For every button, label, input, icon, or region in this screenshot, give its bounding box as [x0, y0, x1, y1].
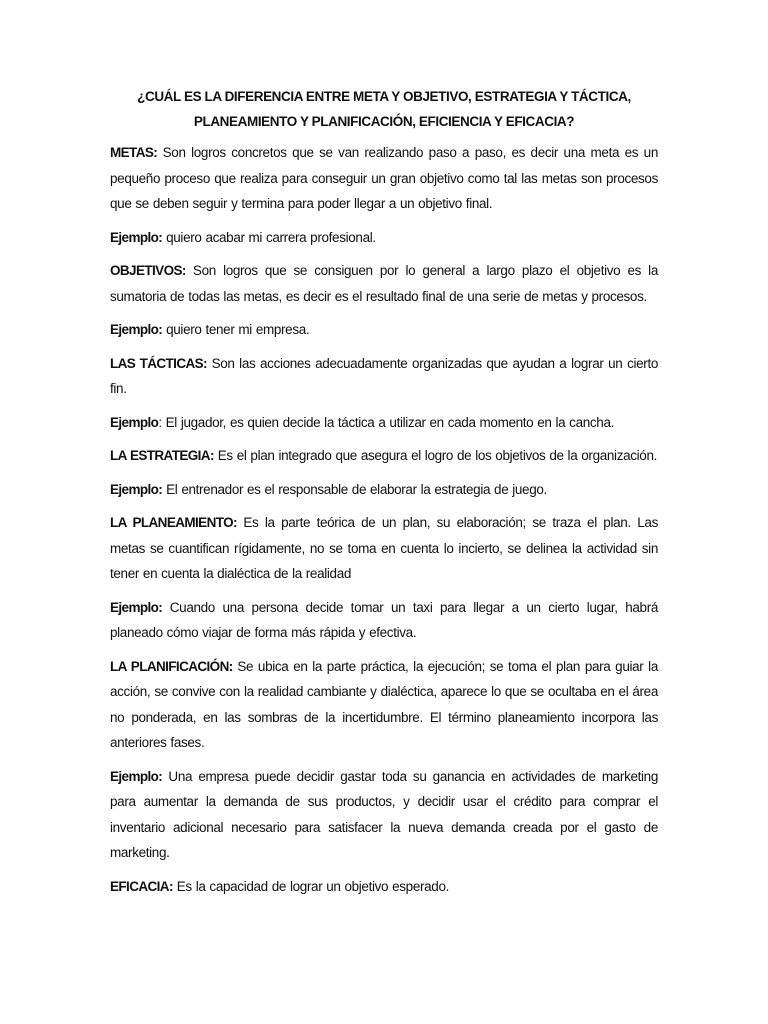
paragraph-objetivos: [110, 258, 658, 309]
document-title: ¿CUÁL ES LA DIFERENCIA ENTRE META Y OBJETIVO, ESTRATEGIA Y TÁCTICA, PLANEAMIENTO Y PLANIFICACIÓN, EFICIENCIA Y EFICACIA?: [137, 89, 631, 129]
term-label: LA ESTRATEGIA:: [110, 448, 214, 463]
term-label: OBJETIVOS:: [110, 263, 186, 278]
paragraph-text: Son las acciones adecuadamente organizadas que ayudan a lograr un cierto fin.: [110, 355, 658, 396]
paragraph-text: Es la parte teórica de un plan, su elaboración; se traza el plan. Las metas se cuantifican rígidamente, no se toma en cuenta lo incierto, se delinea la actividad sin tener en cuenta la dialéctica de la realidad: [110, 515, 658, 581]
document-page: [110, 84, 658, 907]
paragraph-ejemplo-estrategia: [110, 477, 658, 503]
term-label: Ejemplo:: [110, 322, 163, 337]
paragraph-estrategia: [110, 443, 658, 469]
paragraph-text: Es el plan integrado que asegura el logro de los objetivos de la organización.: [213, 448, 658, 463]
paragraph-text: Son logros que se consiguen por lo general a largo plazo el objetivo es la sumatoria de todas las metas, es decir es el resultado final de una serie de metas y procesos.: [110, 263, 658, 304]
paragraph-text: quiero acabar mi carrera profesional.: [162, 229, 376, 245]
term-label: LA PLANIFICACIÓN:: [110, 658, 233, 674]
paragraph-text: Cuando una persona decide tomar un taxi para llegar a un cierto lugar, habrá planeado cómo viajar de forma más rápida y efectiva.: [110, 599, 658, 640]
paragraph-text: Una empresa puede decidir gastar toda su ganancia en actividades de marketing para aumentar la demanda de sus productos, y decidir usar el crédito para comprar el inventario adicional necesario para satisfacer la nueva demanda creada por el gasto de marketing.: [110, 768, 658, 860]
paragraph-planeamiento: [110, 510, 658, 587]
paragraph-text: Se ubica en la parte práctica, la ejecución; se toma el plan para guiar la acción, se convive con la realidad cambiante y dialéctica, aparece lo que se ocultaba en el área no ponderada, en las sombras de la incertidumbre. El término planeamiento incorpora las anteriores fases.: [110, 658, 658, 750]
term-label: Ejemplo:: [110, 768, 163, 784]
paragraph-ejemplo-planificacion: [110, 764, 658, 866]
term-label: EFICACIA:: [110, 878, 173, 894]
paragraph-text: Es la capacidad de lograr un objetivo esperado.: [172, 878, 449, 894]
paragraph-ejemplo-planeamiento: [110, 595, 658, 646]
term-label: METAS:: [110, 145, 158, 160]
paragraph-tacticas: [110, 351, 658, 402]
paragraph-eficacia: [110, 874, 658, 900]
paragraph-ejemplo-metas: [110, 225, 658, 251]
term-label: Ejemplo:: [110, 599, 163, 615]
term-label: Ejemplo:: [110, 229, 163, 245]
term-label: LAS TÁCTICAS:: [110, 355, 207, 371]
term-label: LA PLANEAMIENTO:: [110, 515, 237, 530]
paragraph-ejemplo-tacticas: [110, 410, 658, 436]
paragraph-text: : El jugador, es quien decide la táctica a utilizar en cada momento en la cancha.: [158, 414, 615, 430]
paragraph-ejemplo-objetivos: [110, 317, 658, 343]
paragraph-planificacion: [110, 654, 658, 756]
paragraph-text: Son logros concretos que se van realizando paso a paso, es decir una meta es un pequeño proceso que realiza para conseguir un gran objetivo como tal las metas son procesos que se deben seguir y termina para poder llegar a un objetivo final.: [110, 145, 658, 211]
term-label: Ejemplo:: [110, 481, 163, 497]
paragraph-text: El entrenador es el responsable de elaborar la estrategia de juego.: [162, 481, 547, 497]
paragraph-metas: [110, 140, 658, 217]
paragraph-text: quiero tener mi empresa.: [162, 322, 310, 337]
term-label: Ejemplo: [110, 414, 159, 430]
